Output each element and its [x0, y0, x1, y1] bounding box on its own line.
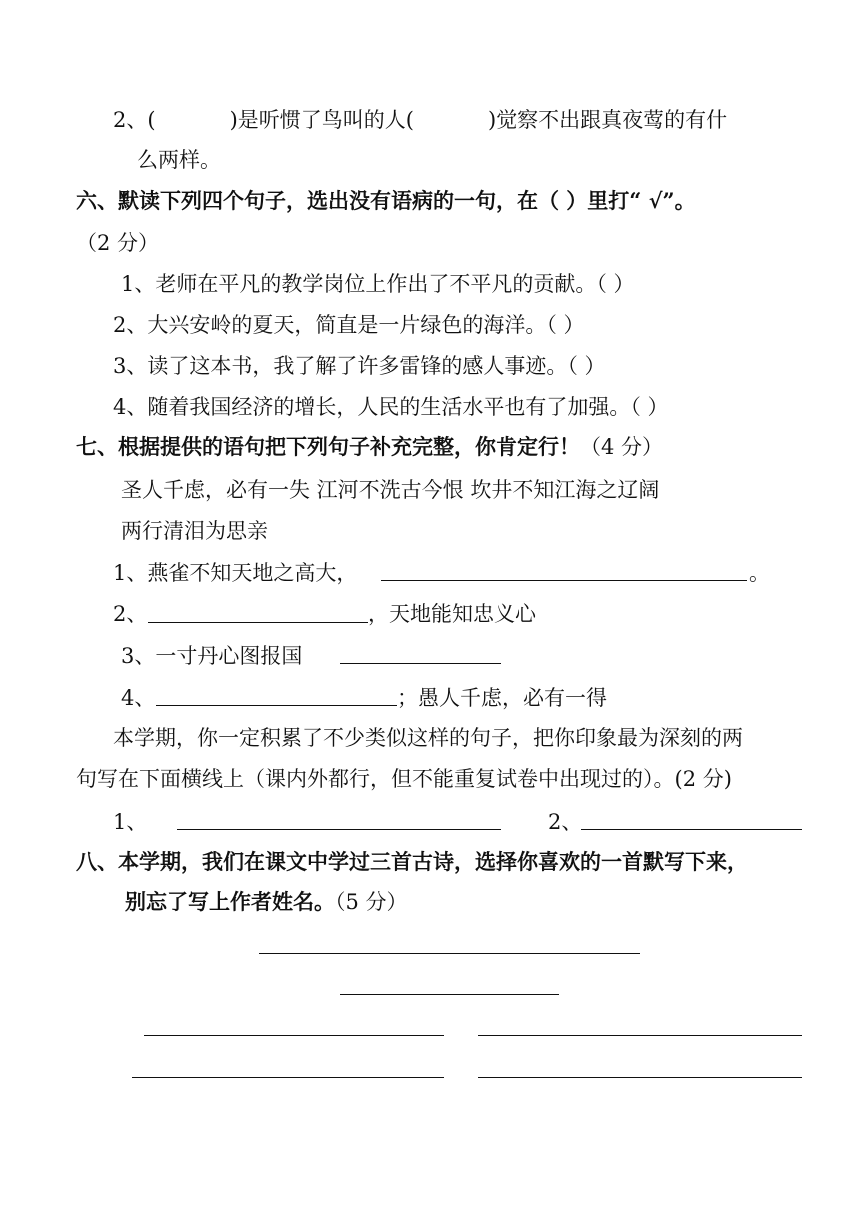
section7-item2-suffix: ，天地能知忠义心 [368, 602, 536, 626]
poem-author-line[interactable] [340, 994, 559, 995]
section7-options-line1: 圣人千虑，必有一失 江河不洗古今恨 坎井不知江海之辽阔 [121, 478, 660, 502]
q5-item2-text-a: 是听惯了鸟叫的人 [237, 108, 406, 132]
q5-item2-continuation: 么两样。 [137, 148, 221, 172]
section8-heading: 八、本学期，我们在课文中学过三首古诗，选择你喜欢的一首默写下来， [76, 849, 748, 874]
section8-score: （5 分） [335, 890, 408, 914]
q5-item2-line [113, 106, 727, 134]
section7-blank2-label: 2、 [548, 810, 583, 834]
section7-options-line2: 两行清泪为思亲 [121, 519, 268, 543]
section7-item-1 [113, 559, 357, 587]
section8-heading-cont: 别忘了写上作者姓名。 [125, 889, 335, 914]
poem-title-line[interactable] [259, 953, 640, 954]
section7-item1-blank[interactable] [381, 580, 747, 581]
poem-line-4[interactable] [478, 1077, 802, 1078]
q5-item2-paren2-close: ) [487, 108, 497, 132]
section7-item3-blank[interactable] [340, 663, 501, 664]
section6-heading: 六、默读下列四个句子，选出没有语病的一句，在（ ）里打“ √”。 [76, 188, 696, 213]
q5-item2-paren2: ( [405, 108, 414, 132]
section6-item-1: 1、老师在平凡的教学岗位上作出了不平凡的贡献。（ ） [121, 272, 635, 296]
section7-item1-prefix: 1、燕雀不知天地之高大， [113, 561, 358, 585]
poem-line-2[interactable] [478, 1035, 802, 1036]
section7-extra-line1: 本学期，你一定积累了不少类似这样的句子，把你印象最为深刻的两 [113, 726, 743, 750]
section7-item2-prefix: 2、 [113, 602, 148, 626]
section6-score: （2 分） [76, 231, 160, 255]
section8-heading-line2 [125, 888, 408, 916]
q5-item2-number: 2、 [113, 108, 148, 132]
section7-item2-blank[interactable] [148, 622, 368, 623]
poem-line-1[interactable] [144, 1035, 444, 1036]
section7-item4-suffix: ；愚人千虑，必有一得 [397, 686, 607, 710]
section7-score: （4 分） [580, 435, 664, 459]
section7-item3-prefix: 3、一寸丹心图报国 [121, 644, 303, 668]
section6-item-2: 2、大兴安岭的夏天，简直是一片绿色的海洋。（ ） [113, 313, 585, 337]
section7-extra-line2: 句写在下面横线上（课内外都行，但不能重复试卷中出现过的）。(2 分) [76, 767, 732, 791]
section7-extra-blank1[interactable] [177, 829, 501, 830]
section7-item1-suffix: 。 [749, 561, 770, 585]
section6-item-3: 3、读了这本书，我了解了许多雷锋的感人事迹。（ ） [113, 354, 606, 378]
section6-item-4: 4、随着我国经济的增长，人民的生活水平也有了加强。（ ） [113, 395, 669, 419]
section7-heading: 七、根据提供的语句把下列句子补充完整，你肯定行！ [76, 434, 580, 459]
section7-blank1-label: 1、 [113, 810, 148, 834]
q5-item2-paren1-close: ) [229, 108, 238, 132]
section7-item4-blank[interactable] [156, 705, 397, 706]
section7-item4-prefix: 4、 [121, 686, 156, 710]
poem-line-3[interactable] [132, 1077, 444, 1078]
section7-extra-blank2[interactable] [581, 829, 802, 830]
q5-item2-paren1: ( [147, 108, 156, 132]
q5-item2-text-b: 觉察不出跟真夜莺的有什 [496, 108, 728, 132]
section7-heading-line [76, 433, 663, 461]
